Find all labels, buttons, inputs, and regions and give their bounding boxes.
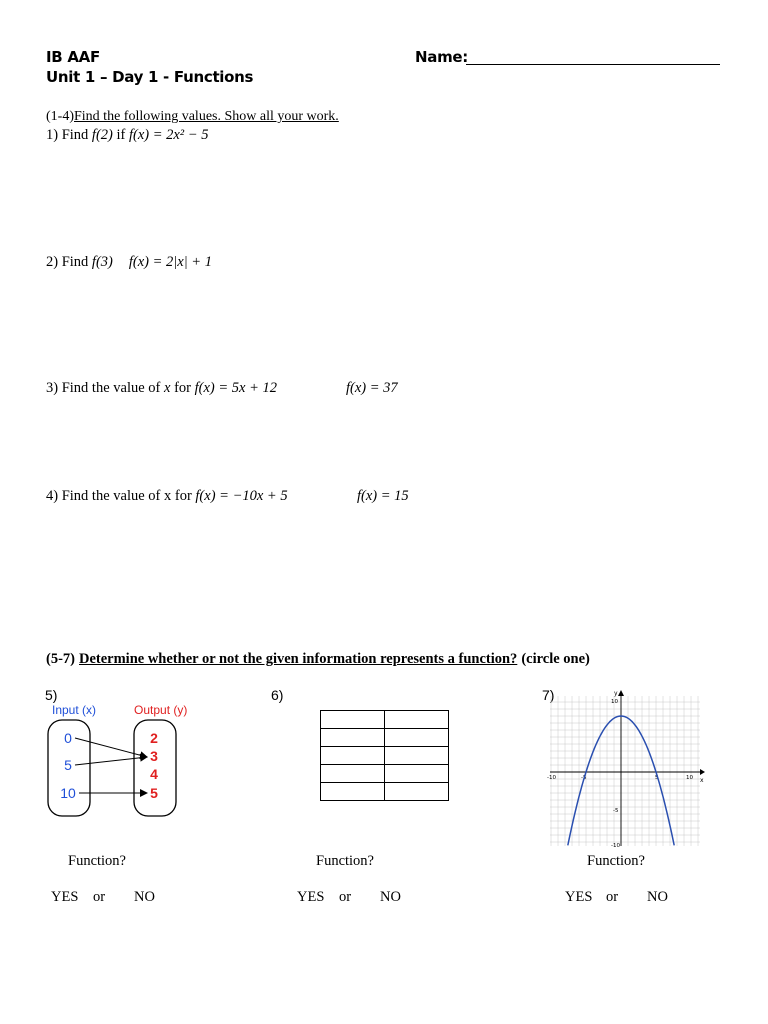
q1-fx: f(2) [91, 127, 113, 143]
name-label: Name: [415, 48, 468, 66]
input-label: Input (x) [52, 703, 97, 717]
tick-label: -5 [613, 808, 619, 814]
function-question-7: Function? [587, 853, 645, 869]
question-2 [46, 254, 212, 271]
table-cell[interactable] [385, 747, 449, 765]
mapping-arrow [75, 757, 147, 765]
yes-option-5[interactable]: YES [51, 889, 79, 905]
question-4 [46, 488, 288, 505]
section2-heading [46, 651, 590, 668]
q3-condition: f(x) = 37 [346, 380, 398, 396]
table-cell[interactable] [321, 765, 385, 783]
tick-label: -10 [611, 843, 620, 849]
table-cell[interactable] [385, 765, 449, 783]
output-value: 3 [150, 748, 158, 764]
q3-prefix: 3) Find the value of [46, 380, 164, 396]
question-1 [46, 127, 208, 144]
course-title: IB AAF [46, 48, 100, 66]
or-text-5: or [93, 889, 106, 905]
table-cell[interactable] [385, 711, 449, 729]
q3-mid: for [170, 380, 195, 396]
q3-variable: x [164, 380, 171, 396]
or-text-6: or [339, 889, 352, 905]
problem6-number: 6) [271, 687, 284, 703]
tick-label: -10 [547, 775, 556, 781]
q1-prefix: 1) Find [46, 127, 92, 143]
tick-label: 10 [686, 775, 693, 781]
question-3 [46, 380, 277, 397]
section1-range: (1-4) [46, 109, 74, 124]
tick-label: 10 [611, 699, 618, 705]
q4-expression: f(x) = −10x + 5 [195, 488, 288, 504]
q2-prefix: 2) Find [46, 254, 92, 270]
function-question-6: Function? [316, 853, 374, 869]
input-value: 0 [64, 730, 72, 746]
name-blank-line[interactable] [466, 64, 720, 65]
yes-option-6[interactable]: YES [297, 889, 325, 905]
tick-label: 5 [655, 775, 659, 781]
q1-mid: if [112, 127, 129, 143]
table-cell[interactable] [321, 783, 385, 801]
table-cell[interactable] [385, 729, 449, 747]
y-axis-arrow [618, 690, 624, 696]
q4-condition: f(x) = 15 [357, 488, 409, 504]
input-value: 5 [64, 757, 72, 773]
x-axis-arrow [700, 769, 705, 775]
y-axis-label: y [614, 690, 618, 697]
table-cell[interactable] [385, 783, 449, 801]
or-text-7: or [606, 889, 619, 905]
mapping-diagram [44, 700, 214, 820]
q2-fx: f(3) [91, 254, 113, 270]
input-value: 10 [60, 785, 76, 801]
table-cell[interactable] [321, 747, 385, 765]
output-value: 5 [150, 785, 158, 801]
output-value: 2 [150, 730, 158, 746]
section2-note: (circle one) [521, 651, 590, 667]
q2-expression: f(x) = 2|x| + 1 [128, 254, 212, 270]
no-option-5[interactable]: NO [134, 889, 155, 905]
table-cell[interactable] [321, 729, 385, 747]
no-option-6[interactable]: NO [380, 889, 401, 905]
table-cell[interactable] [321, 711, 385, 729]
function-question-5: Function? [68, 853, 126, 869]
no-option-7[interactable]: NO [647, 889, 668, 905]
q1-expression: f(x) = 2x² − 5 [128, 127, 209, 143]
section2-range: (5-7) [46, 651, 75, 667]
unit-title: Unit 1 – Day 1 - Functions [46, 68, 254, 86]
x-axis-label: x [700, 777, 704, 784]
output-value: 4 [150, 766, 158, 782]
output-label: Output (y) [134, 703, 188, 717]
section2-instruction: Determine whether or not the given information represents a function? [79, 651, 518, 667]
mapping-arrow [75, 738, 147, 757]
q4-prefix: 4) Find the value of x for [46, 488, 196, 504]
input-output-table [320, 710, 449, 801]
yes-option-7[interactable]: YES [565, 889, 593, 905]
problem7-number: 7) [542, 687, 555, 703]
problem5-number: 5) [45, 687, 58, 703]
tick-label: -5 [581, 775, 587, 781]
section1-instruction: Find the following values. Show all your work. [74, 109, 339, 124]
q3-expression: f(x) = 5x + 12 [194, 380, 277, 396]
parabola-graph [548, 688, 708, 850]
section1-heading [46, 109, 339, 125]
